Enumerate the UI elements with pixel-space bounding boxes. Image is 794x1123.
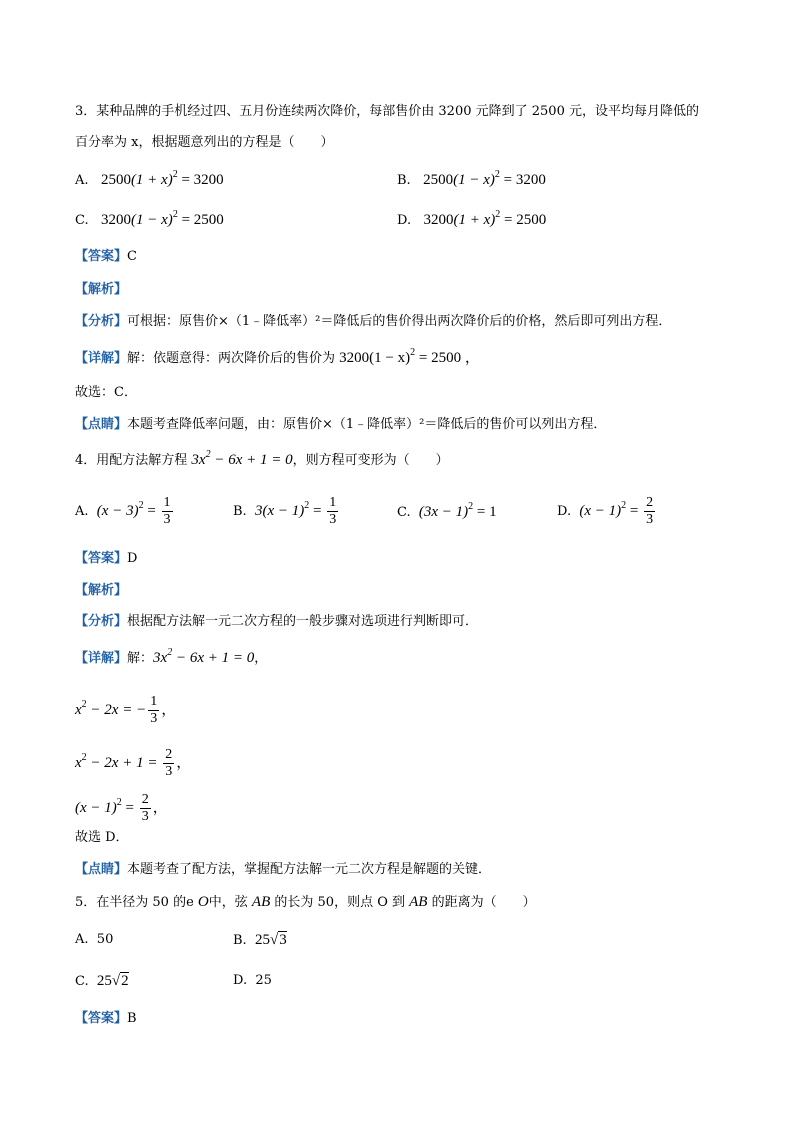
- q4-step3: $(x - 1)^2$ = $\frac{2}{3}$ ，: [75, 792, 168, 824]
- fraction: $\frac{1}{3}$: [163, 495, 171, 527]
- q4-answer: 【答案】D: [75, 551, 138, 566]
- q4-detail: 【详解】解：$3x^2 - 6x + 1 = 0$，: [75, 647, 268, 666]
- q3-analysis-tag: 【解析】: [75, 282, 128, 297]
- q3-fenxi: 【分析】可根据：原售价×（1﹣降低率）²＝降低后的售价得出两次降价后的价格，然后即可列出方程．: [75, 314, 672, 329]
- option-label: C.: [75, 213, 89, 228]
- sqrt-icon: √: [111, 973, 121, 989]
- q5-answer: 【答案】B: [75, 1011, 137, 1026]
- q5-option-c: C. 25√2: [75, 973, 129, 989]
- fraction: $\frac{2}{3}$: [646, 495, 654, 527]
- option-math: $3200(1 - x)^2 = 2500$: [101, 209, 224, 228]
- q3-answer: [75, 248, 137, 266]
- q4-comment: 【点睛】本题考查了配方法，掌握配方法解一元二次方程是解题的关键．: [75, 862, 492, 877]
- q3-stem-line1: 3．某种品牌的手机经过四、五月份连续两次降价，每部售价由 3200 元降到了 2500 元，设平均每月降低的: [75, 104, 699, 119]
- option-math: $2500(1 + x)^2 = 3200$: [100, 169, 224, 188]
- q3-comment: 【点睛】本题考查降低率问题，由：原售价×（1﹣降低率）²＝降低后的售价可以列出方程．: [75, 417, 607, 432]
- q4-option-d: D. $(x - 1)^2$ = $\frac{2}{3}$: [557, 495, 654, 527]
- stem-math: $3x^2 - 6x + 1 = 0$: [191, 449, 293, 468]
- option-label: B.: [397, 173, 411, 188]
- q5-option-a: A. 50: [75, 932, 114, 947]
- fraction: $\frac{1}{3}$: [329, 495, 337, 527]
- q4-step2: $x^2 - 2x + 1$ = $\frac{2}{3}$ ，: [75, 747, 192, 779]
- q5-option-d: D. 25: [233, 973, 272, 988]
- q3-stem-line2: 百分率为 x，根据题意列出的方程是（ ）: [75, 135, 334, 150]
- q4-option-a: A. $(x - 3)^2$ = $\frac{1}{3}$: [75, 495, 171, 527]
- q4-fenxi: 【分析】根据配方法解一元二次方程的一般步骤对选项进行判断即可．: [75, 614, 479, 629]
- q3-option-a: [75, 171, 224, 190]
- answer-value: C: [127, 249, 137, 264]
- q3-option-c: [75, 211, 224, 230]
- q4-choose: 故选 D．: [75, 830, 129, 845]
- option-math: $2500(1 - x)^2 = 3200$: [423, 169, 546, 188]
- q3-choose: 故选：C．: [75, 385, 137, 400]
- q3-option-d: [397, 211, 546, 230]
- q4-option-c: C. $(3x - 1)^2 = 1$: [397, 501, 497, 520]
- q4-step1: $x^2 - 2x$ = − $\frac{1}{3}$ ，: [75, 694, 177, 726]
- option-math: $3200(1 + x)^2 = 2500$: [423, 209, 547, 228]
- q4-option-b: B. $3(x - 1)^2$ = $\frac{1}{3}$: [233, 495, 337, 527]
- q5-stem: 5．在半径为 50 的e O中，弦 AB 的长为 50，则点 O 到 AB 的距离为（ ）: [75, 894, 536, 910]
- circle-symbol: e: [186, 895, 194, 910]
- q5-option-b: B. 25√3: [233, 932, 287, 948]
- q4-analysis-tag: 【解析】: [75, 583, 128, 598]
- option-label: D.: [397, 213, 412, 228]
- q3-detail: 【详解】解：依题意得：两次降价后的售价为 $3200(1 - x)^2 = 2500$ ，: [75, 347, 480, 366]
- answer-tag: 【答案】: [75, 249, 128, 264]
- detail-math: $3200(1 - x)^2 = 2500$ ，: [339, 347, 480, 366]
- q4-stem: 4．用配方法解方程 $3x^2 - 6x + 1 = 0$，则方程可变形为（ ）: [75, 449, 449, 468]
- q3-option-b: [397, 171, 546, 190]
- option-label: A.: [75, 173, 89, 188]
- sqrt-icon: √: [269, 932, 279, 948]
